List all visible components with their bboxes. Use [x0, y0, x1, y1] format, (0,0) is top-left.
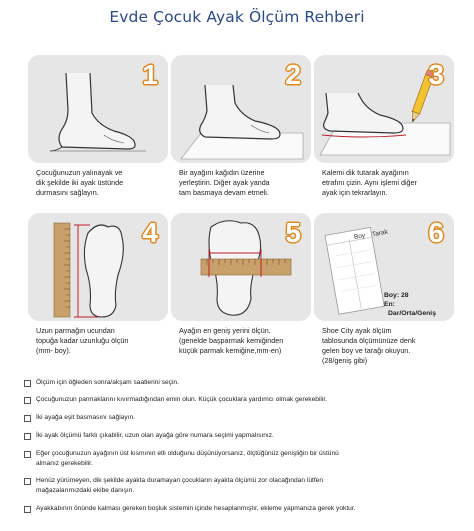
step-2-card [171, 55, 311, 163]
step-3-card [314, 55, 454, 163]
checkbox-icon [24, 415, 31, 422]
tip-text: Ayakkabının önünde kalması gereken boşluk sistemin içinde hesaplanmıştır, ekleme yapmanıza gerek yoktur. [36, 505, 356, 512]
step-1-number: 1 [142, 59, 158, 90]
step-1-card [28, 55, 168, 163]
page-title: Evde Çocuk Ayak Ölçüm Rehberi [109, 8, 365, 26]
step-6-card [314, 213, 454, 321]
tip-text: Eğer çocuğunuzun ayağının üst kısmının etli olduğunu düşünüyorsanız, ölçtüğünüz genişliğin bir üstünü almanız gerekebilir. [36, 450, 339, 467]
step-6-number: 6 [428, 217, 444, 248]
checkbox-icon [24, 478, 31, 485]
checkbox-icon [24, 380, 31, 387]
size-boy-line: Boy: 28 [384, 292, 409, 299]
step-4-card [28, 213, 168, 321]
step-4-number: 4 [142, 217, 158, 248]
checkbox-icon [24, 433, 31, 440]
step-1-caption: Çocuğunuzun yalınayak ve dik şekilde iki ayak üstünde durmasını sağlayın. [36, 168, 124, 197]
tip-text: İki ayak ölçümü farklı çıkabilir, uzun olan ayağa göre numara seçimi yapmalısınız. [36, 432, 274, 439]
step-5-number: 5 [285, 217, 301, 248]
step-5-caption: Ayağın en geniş yerini ölçün. (genelde başparmak kemiğinden küçük parmak kemiğine,mm-en) [179, 326, 284, 355]
size-table-col-boy: Boy [353, 232, 366, 241]
step-2-number: 2 [285, 59, 301, 90]
step-5-card [171, 213, 311, 321]
step-3-number: 3 [428, 59, 444, 90]
checkbox-icon [24, 506, 31, 513]
step-2-caption: Bir ayağını kağıdın üzerine yerleştirin. Diğer ayak yanda tam basmaya devam etmeli. [179, 168, 270, 197]
size-table-col-tarak: Tarak [371, 228, 389, 239]
checkbox-icon [24, 451, 31, 458]
size-en-line: En: [384, 301, 395, 308]
size-width-options: Dar/Orta/Geniş [388, 310, 436, 317]
checkbox-icon [24, 397, 31, 404]
step-4-caption: Uzun parmağın ucundan topuğa kadar uzunluğu ölçün (mm- boy). [36, 326, 129, 355]
step-6-caption: Shoe City ayak ölçüm tablosunda ölçümünüze denk gelen boy ve tarağı okuyun. (28/geniş gibi) [322, 326, 416, 365]
step-3-caption: Kalemi dik tutarak ayağının etrafını çizin. Aynı işlemi diğer ayak için tekrarlayın. [322, 168, 417, 197]
tip-text: Ölçüm için öğleden sonra/akşam saatlerini seçin. [36, 379, 179, 386]
tip-text: Henüz yürümeyen, dik şekilde ayakta duramayan çocukların ayakta ölçümü zor olacağından lütfen mağazalarımızdaki ekibe danışın. [36, 477, 323, 494]
tip-text: Çocuğunuzun parmaklarını kıvırmadığından emin olun. Küçük çocuklara yardımcı olmak gerekebilir. [36, 396, 327, 403]
tip-text: İki ayağa eşit basmasını sağlayın. [36, 414, 135, 421]
